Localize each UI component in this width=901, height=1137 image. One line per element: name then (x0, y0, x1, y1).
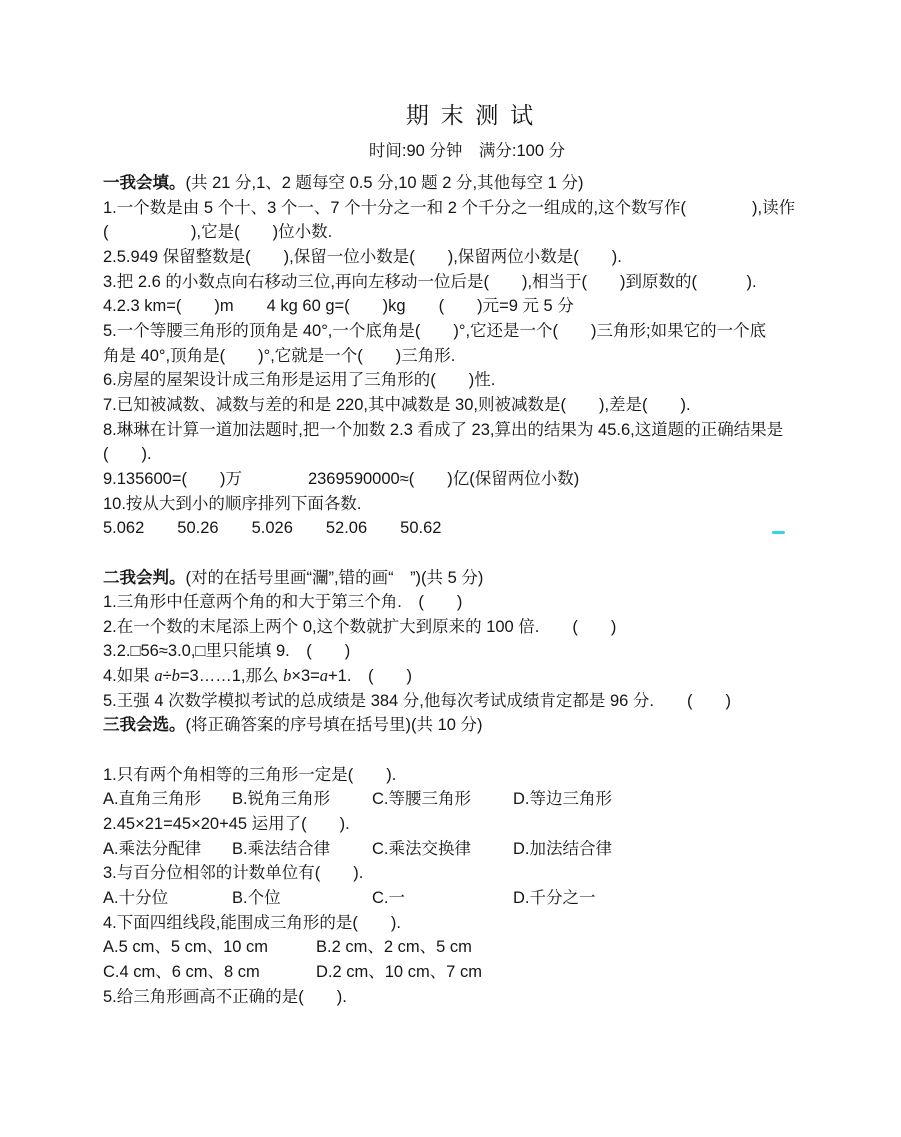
exam-meta-info: 时间:90 分钟 满分:100 分 (368, 142, 566, 160)
question-line: 角是 40°,顶角是( )°,它就是一个( )三角形. (103, 346, 456, 365)
question-line: 1.只有两个角相等的三角形一定是( ). (103, 765, 397, 784)
option-b: B.2 cm、2 cm、5 cm (316, 938, 472, 957)
option-d: D.千分之一 (513, 889, 596, 908)
option-c: C.乘法交换律 (372, 839, 471, 858)
page-title: 期 末 测 试 (405, 103, 537, 128)
option-b: B.乘法结合律 (232, 839, 331, 858)
option-row (103, 787, 815, 812)
option-a: A.5 cm、5 cm、10 cm (103, 938, 269, 957)
option-a: A.直角三角形 (103, 790, 202, 809)
question-line: 3.与百分位相邻的计数单位有( ). (103, 864, 364, 883)
math-variable: a (319, 666, 329, 686)
question-line: 8.琳琳在计算一道加法题时,把一个加数 2.3 看成了 23,算出的结果为 45.6,这道题的正确结果是 (103, 420, 784, 439)
text-fragment: +1. ( ) (328, 667, 412, 686)
option-a: A.乘法分配律 (103, 839, 202, 858)
question-line: 6.房屋的屋架设计成三角形是运用了三角形的( )性. (103, 371, 496, 390)
question-line: 7.已知被减数、减数与差的和是 220,其中减数是 30,则被减数是( ),差是( ). (103, 395, 691, 414)
option-row (103, 960, 815, 985)
option-row (103, 837, 815, 862)
spacer-line (103, 541, 815, 566)
option-c: C.4 cm、6 cm、8 cm (103, 963, 260, 981)
question-line: 2.5.949 保留整数是( ),保留一位小数是( ),保留两位小数是( ). (103, 247, 622, 266)
section1-heading (103, 171, 815, 196)
option-d: D.2 cm、10 cm、7 cm (316, 963, 482, 981)
question-line: ( ). (103, 445, 152, 464)
question-line: 5.王强 4 次数学模拟考试的总成绩是 384 分,他每次考试成绩肯定都是 96 分. ( ) (103, 691, 731, 710)
section1-heading-note: (共 21 分,1、2 题每空 0.5 分,10 题 2 分,其他每空 1 分) (185, 174, 584, 192)
number-list-line: 5.062 50.26 5.026 52.06 50.62 (103, 519, 442, 538)
question-line: 2.在一个数的末尾添上两个 0,这个数就扩大到原来的 100 倍. ( ) (103, 617, 617, 636)
exam-body (103, 171, 815, 1009)
math-variable: a (154, 666, 163, 686)
question-line: 5.给三角形画高不正确的是( ). (103, 987, 347, 1006)
section3-heading (103, 713, 815, 738)
option-c: C.等腰三角形 (372, 790, 471, 809)
question-line: 4.下面四组线段,能围成三角形的是( ). (103, 913, 401, 932)
option-c: C.一 (372, 889, 405, 908)
option-row (103, 886, 815, 911)
option-b: B.个位 (232, 889, 281, 908)
section3-heading-title: 三我会选。 (103, 716, 186, 735)
question-line: ( ),它是( )位小数. (103, 223, 333, 242)
text-fragment: =3……1,那么 (179, 667, 284, 686)
option-b: B.锐角三角形 (232, 790, 331, 809)
section2-heading (103, 566, 815, 591)
math-variable: b (283, 666, 292, 686)
question-line: 9.135600=( )万 2369590000≈( )亿(保留两位小数) (103, 469, 580, 488)
option-d: D.等边三角形 (513, 790, 612, 809)
question-line: 1.一个数是由 5 个十、3 个一、7 个十分之一和 2 个千分之一组成的,这个数写作( ),读作 (103, 198, 796, 217)
question-line: 10.按从大到小的顺序排列下面各数. (103, 494, 362, 513)
section1-heading-title: 一我会填。 (103, 174, 186, 192)
question-line: 3.2.□56≈3.0,□里只能填 9. ( ) (103, 642, 351, 661)
question-line: 1.三角形中任意两个角的和大于第三个角. ( ) (103, 593, 463, 612)
question-line: 3.把 2.6 的小数点向右移动三位,再向左移动一位后是( ),相当于( )到原数的( ). (103, 272, 757, 291)
section2-heading-title: 二我会判。 (103, 568, 186, 587)
question-line: 2.45×21=45×20+45 运用了( ). (103, 815, 350, 834)
section2-heading-note: (对的在括号里画“灛”,错的画“ ”)(共 5 分) (185, 568, 484, 587)
section3-heading-note: (将正确答案的序号填在括号里)(共 10 分) (185, 716, 483, 735)
question-line (103, 664, 815, 689)
text-fragment: 4.如果 (103, 667, 155, 686)
option-a: A.十分位 (103, 889, 169, 908)
option-d: D.加法结合律 (513, 839, 612, 858)
option-row (103, 935, 815, 960)
math-variable: b (171, 666, 180, 686)
spacer-line (103, 738, 815, 763)
question-line: 4.2.3 km=( )m 4 kg 60 g=( )kg ( )元=9 元 5 分 (103, 297, 574, 316)
exam-document (103, 97, 815, 1009)
question-line: 5.一个等腰三角形的顶角是 40°,一个底角是( )°,它还是一个( )三角形;如果它的一个底 (103, 321, 767, 340)
text-fragment: ÷ (162, 667, 172, 686)
text-fragment: ×3= (291, 667, 320, 686)
